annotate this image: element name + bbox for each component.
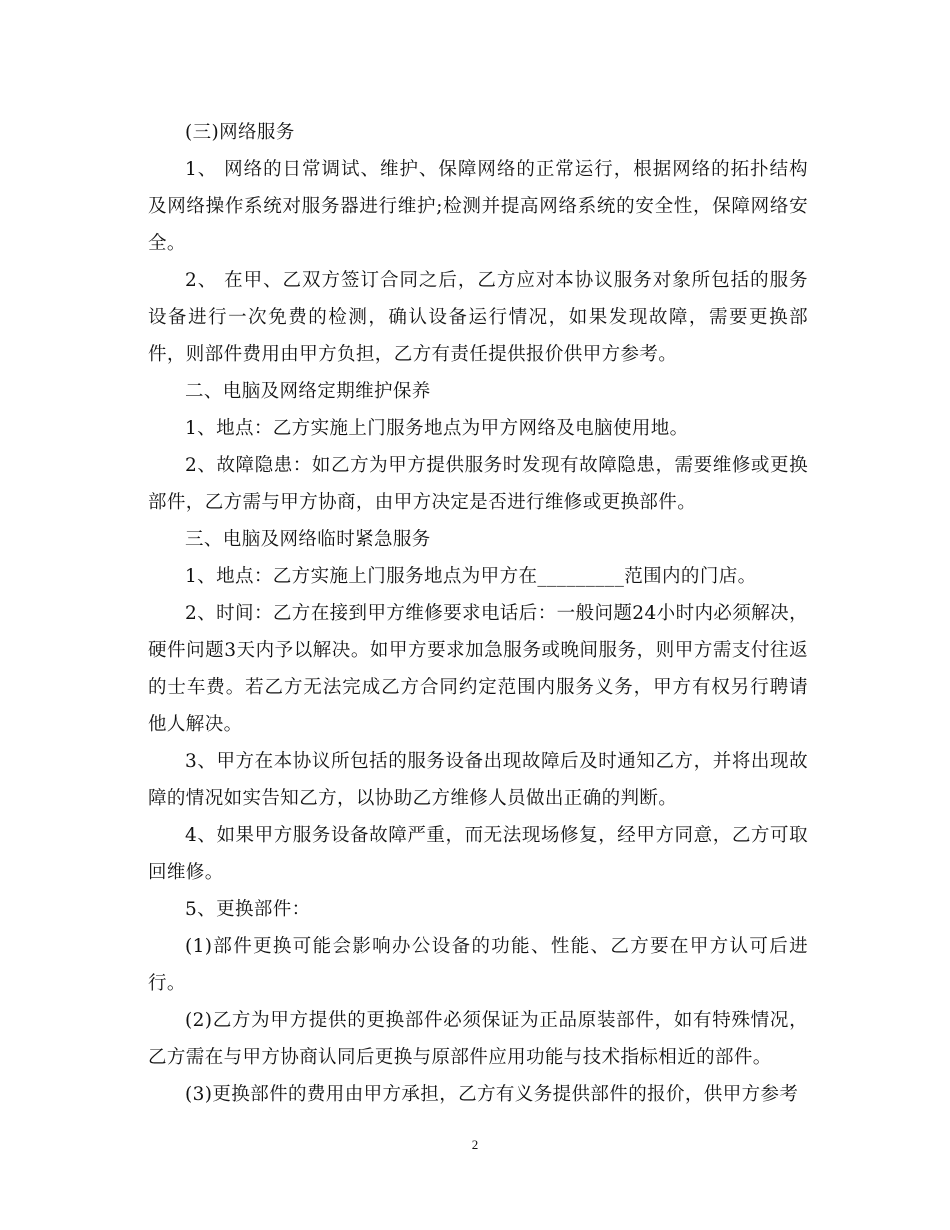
paragraph-location: 1、地点：乙方实施上门服务地点为甲方网络及电脑使用地。: [185, 418, 689, 439]
paragraph-part-replacement-heading: 5、更换部件：: [185, 899, 311, 920]
paragraph-offsite-repair: 4、如果甲方服务设备故障严重，而无法现场修复，经甲方同意，乙方可取回维修。: [148, 825, 808, 883]
paragraph-replacement-cost: (3)更换部件的费用由甲方承担，乙方有义务提供部件的报价，供甲方参考: [185, 1084, 799, 1105]
paragraph-genuine-parts: (2)乙方为甲方提供的更换部件必须保证为正品原装部件，如有特殊情况，乙方需在与甲方协商认同后更换与原部件应用功能与技术指标相近的部件。: [148, 1010, 808, 1068]
section-heading-emergency-service: 三、电脑及网络临时紧急服务: [185, 529, 431, 550]
document-body: [148, 114, 808, 1113]
section-heading-regular-maintenance: 二、电脑及网络定期维护保养: [185, 381, 431, 402]
paragraph-network-maintenance: 1、 网络的日常调试、维护、保障网络的正常运行，根据网络的拓扑结构及网络操作系统对服务器进行维护;检测并提高网络系统的安全性，保障网络安全。: [148, 159, 808, 254]
paragraph-free-inspection: 2、 在甲、乙双方签订合同之后，乙方应对本协议服务对象所包括的服务设备进行一次免费的检测，确认设备运行情况，如果发现故障，需要更换部件，则部件费用由甲方负担，乙方有责任提供报价供甲方参考。: [148, 270, 808, 365]
page-number: 2: [471, 1137, 479, 1152]
section-heading-network-service: (三)网络服务: [185, 122, 295, 143]
paragraph-fault-hazard: 2、故障隐患：如乙方为甲方提供服务时发现有故障隐患，需要维修或更换部件，乙方需与甲方协商，由甲方决定是否进行维修或更换部件。: [148, 455, 808, 513]
paragraph-fault-notification: 3、甲方在本协议所包括的服务设备出现故障后及时通知乙方，并将出现故障的情况如实告知乙方，以协助乙方维修人员做出正确的判断。: [148, 751, 808, 809]
paragraph-replacement-approval: (1)部件更换可能会影响办公设备的功能、性能、乙方要在甲方认可后进行。: [148, 936, 808, 994]
paragraph-response-time: 2、时间：乙方在接到甲方维修要求电话后：一般问题24小时内必须解决，硬件问题3天内予以解决。如甲方要求加急服务或晚间服务，则甲方需支付往返的士车费。若乙方无法完成乙方合同约定范围内服务义务，甲方有权另行聘请他人解决。: [148, 603, 808, 735]
paragraph-emergency-location: 1、地点：乙方实施上门服务地点为甲方在_________范围内的门店。: [185, 566, 757, 587]
